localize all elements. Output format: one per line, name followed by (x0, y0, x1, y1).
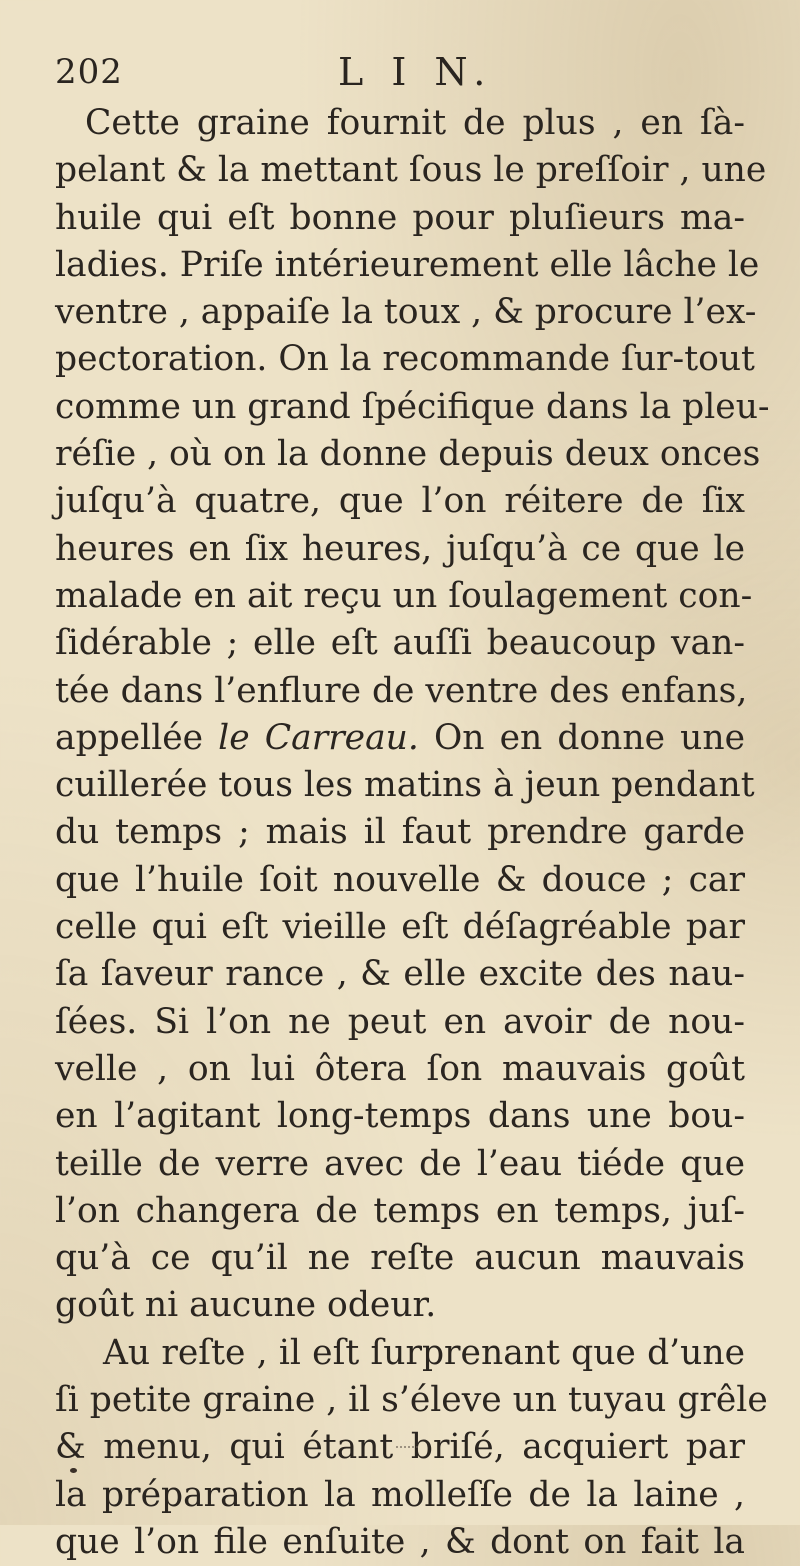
text-line: malade en ait reçu un ſoulagement con- (55, 575, 753, 616)
text-line: juſqu’à quatre, que l’on réitere de ſix (55, 481, 745, 522)
text-line: tée dans l’enflure de ventre des enfans, (55, 670, 748, 711)
text-line: pelant & la mettant ſous le preſſoir , une (55, 150, 767, 191)
text-line: goût ni aucune odeur. (55, 1285, 437, 1326)
ink-speck (70, 1468, 77, 1473)
text-line: Au reſte , il eſt ſurprenant que d’une (103, 1332, 745, 1373)
text-line: cuillerée tous les matins à jeun pendant (55, 765, 755, 806)
text-line: ſa ſaveur rance , & elle excite des nau- (55, 954, 745, 995)
page-header (55, 50, 755, 98)
text-line (55, 715, 745, 762)
italic-term: le Carreau. (218, 717, 419, 758)
text-line: ſidérable ; elle eſt auſſi beaucoup van- (55, 623, 745, 664)
text-line: & menu, qui étant briſé, acquiert par (55, 1427, 745, 1468)
body-text (55, 100, 770, 1566)
text-line: ſées. Si l’on ne peut en avoir de nou- (55, 1001, 745, 1042)
page-number: 202 (55, 52, 123, 92)
text-line: ventre , appaiſe la toux , & procure l’ex- (55, 292, 757, 333)
text-line: l’on changera de temps en temps, juſ- (55, 1190, 745, 1231)
text-segment: appellée (55, 717, 219, 758)
text-line: réſie , où on la donne depuis deux onces (55, 434, 761, 475)
text-line: en l’agitant long-temps dans une bou- (55, 1096, 745, 1137)
text-line: qu’à ce qu’il ne reſte aucun mauvais (55, 1238, 745, 1279)
text-segment (55, 718, 745, 758)
text-line: Cette graine fournit de plus , en ſà- (85, 103, 745, 143)
text-line: teille de verre avec de l’eau tiéde que (55, 1143, 745, 1184)
text-line: huile qui eſt bonne pour pluſieurs ma- (55, 197, 745, 238)
text-line: ſi petite graine , il s’éleve un tuyau grêle (55, 1380, 768, 1421)
text-line: pectoration. On la recommande ſur-tout (55, 339, 755, 380)
text-line: que l’huile ſoit nouvelle & douce ; car (55, 859, 745, 900)
text-line: comme un grand ſpécifique dans la pleu- (55, 386, 770, 427)
text-line: heures en ſix heures, juſqu’à ce que le (55, 528, 745, 569)
text-line: que l’on file enſuite , & dont on fait la (55, 1521, 745, 1562)
text-line: la préparation la molleſſe de la laine , (55, 1474, 745, 1515)
printer-ornament (396, 1440, 418, 1448)
text-line: du temps ; mais il faut prendre garde (55, 812, 745, 853)
text-segment: On en donne une (418, 717, 745, 758)
text-line: velle , on lui ôtera ſon mauvais goût (55, 1048, 745, 1089)
text-line: celle qui eſt vieille eſt déſagréable par (55, 907, 745, 948)
running-head: L I N. (338, 50, 494, 94)
text-line: ladies. Priſe intérieurement elle lâche le (55, 244, 760, 285)
